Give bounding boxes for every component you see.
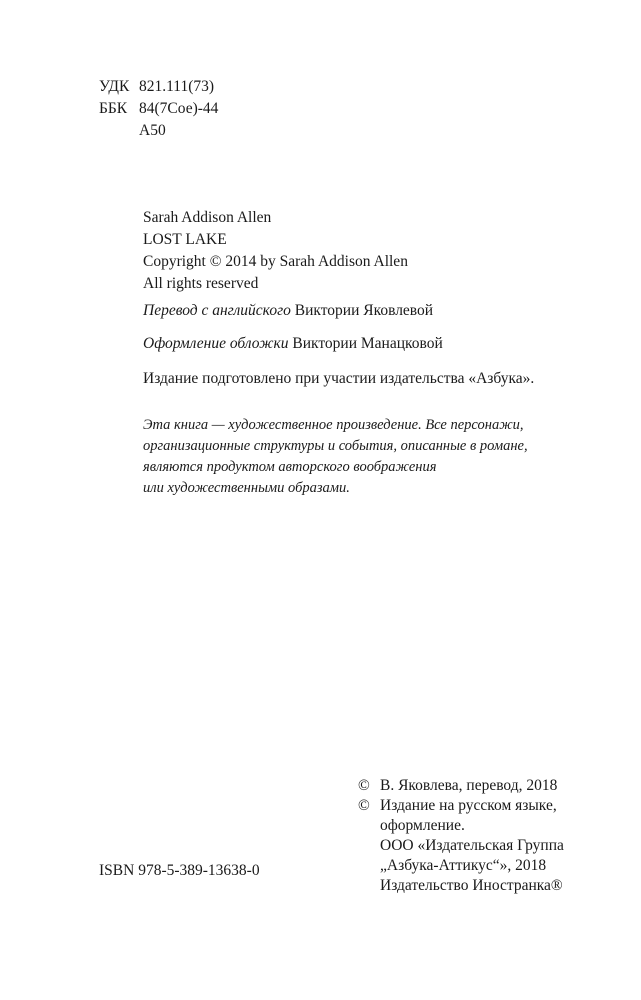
cover-label: Оформление обложки: [143, 335, 289, 352]
translation-credit: [143, 300, 433, 322]
copyright-row: [358, 836, 564, 856]
classification-block: [99, 76, 218, 142]
disclaimer-line: являются продуктом авторского воображения: [143, 459, 437, 475]
cover-designer-name: Виктории Манацковой: [292, 335, 443, 352]
bbk-value: 84(7Сое)-44: [139, 100, 219, 117]
edition-note-text: Издание подготовлено при участии издательства «Азбука».: [143, 370, 535, 387]
author-mark-row: [99, 120, 218, 142]
original-copyright: Copyright © 2014 by Sarah Addison Allen: [143, 253, 408, 270]
copyright-line: Издательство Иностранка®: [380, 877, 563, 894]
copyright-row: [358, 856, 564, 876]
translator-name: Виктории Яковлевой: [294, 302, 434, 319]
udk-value: 821.111(73): [139, 78, 215, 95]
copyright-row: [358, 816, 564, 836]
original-title: LOST LAKE: [143, 231, 227, 248]
original-author: Sarah Addison Allen: [143, 209, 272, 226]
copyright-row: [358, 876, 564, 896]
copyright-line: оформление.: [380, 817, 465, 834]
edition-note: [143, 368, 534, 390]
copyright-line: В. Яковлева, перевод, 2018: [380, 777, 558, 794]
disclaimer-line: Эта книга — художественное произведение. Все персонажи,: [143, 417, 524, 433]
copyright-block: [358, 776, 564, 896]
disclaimer-line: или художественными образами.: [143, 480, 350, 496]
copyright-line: „Азбука-Аттикус“», 2018: [380, 857, 547, 874]
copyright-mark: ©: [358, 777, 370, 794]
author-mark: А50: [139, 122, 166, 139]
copyright-row: [358, 796, 564, 816]
disclaimer-line: организационные структуры и события, описанные в романе,: [143, 438, 528, 454]
bbk-row: [99, 98, 218, 120]
original-edition-block: [143, 207, 408, 295]
copyright-mark: ©: [358, 797, 370, 814]
copyright-row: [358, 776, 564, 796]
udk-row: [99, 76, 218, 98]
translation-label: Перевод с английского: [143, 302, 291, 319]
original-rights: All rights reserved: [143, 275, 259, 292]
udk-label: УДК: [99, 78, 130, 95]
disclaimer-block: [143, 415, 528, 499]
isbn-text: ISBN 978-5-389-13638-0: [99, 862, 260, 879]
copyright-line: Издание на русском языке,: [380, 797, 557, 814]
cover-credit: [143, 333, 443, 355]
isbn: [99, 860, 260, 882]
bbk-label: ББК: [99, 100, 128, 117]
copyright-line: ООО «Издательская Группа: [380, 837, 564, 854]
